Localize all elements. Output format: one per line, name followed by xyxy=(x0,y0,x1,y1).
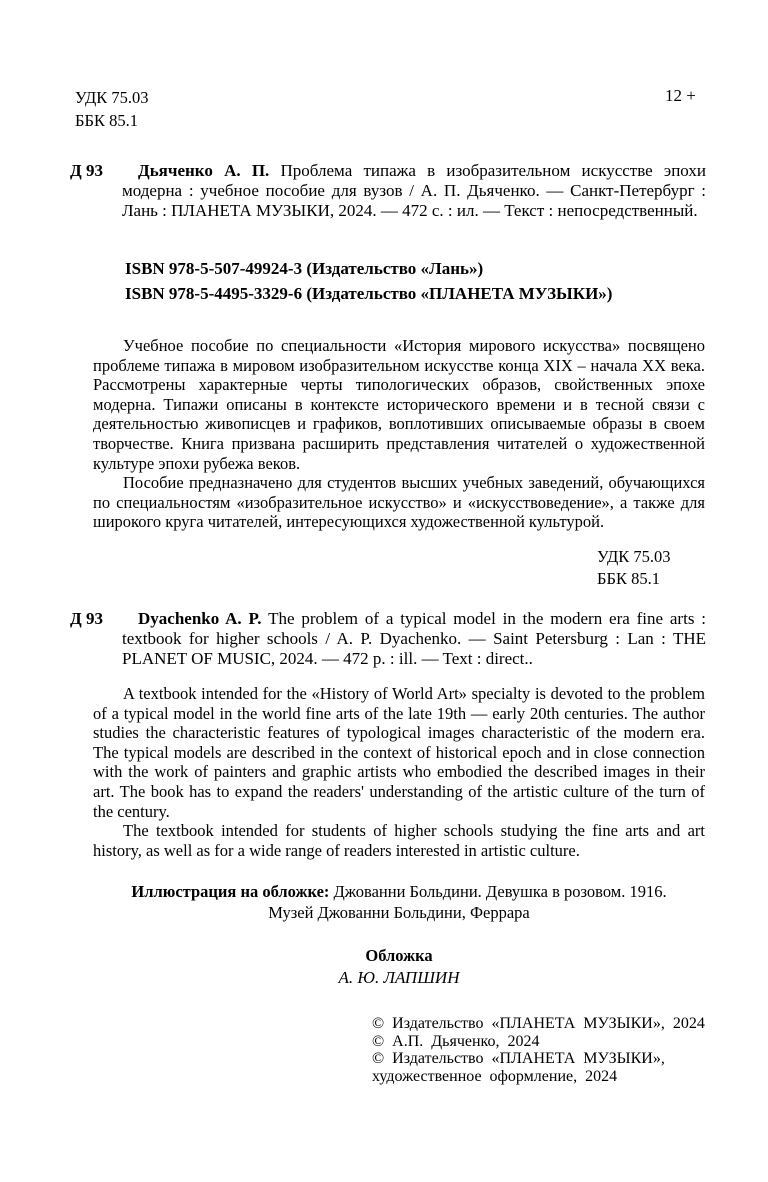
author-sign-ru: Д 93 xyxy=(70,161,103,180)
author-name-en: Dyachenko A. P. xyxy=(138,609,262,628)
cover-illustration-caption xyxy=(93,882,705,923)
bbk-code-bottom: ББК 85.1 xyxy=(597,569,660,588)
bibliographic-text-ru xyxy=(122,161,706,221)
isbn-line-planeta-muzyki: ISBN 978-5-4495-3329-6 (Издательство «ПЛАНЕТА МУЗЫКИ») xyxy=(125,283,613,303)
udk-code-bottom: УДК 75.03 xyxy=(597,547,671,566)
classification-codes-bottom xyxy=(597,546,671,590)
bibliographic-entry-ru xyxy=(70,161,706,221)
bibliographic-entry-en xyxy=(70,609,706,669)
bibliographic-description-en: The problem of a typical model in the modern era fine arts : textbook for higher schools / A. P. Dyachenko. — Saint Petersburg : Lan : THE PLANET OF MUSIC, 2024. — 472 p. : ill. — Text : direct.. xyxy=(122,609,706,668)
copyright-block xyxy=(372,1015,708,1085)
copyright-line-author: © А.П. Дьяченко, 2024 xyxy=(372,1032,540,1050)
copyright-line-design-1: © Издательство «ПЛАНЕТА МУЗЫКИ», xyxy=(372,1050,665,1068)
bibliographic-text-en xyxy=(122,609,706,669)
cover-design-heading: Обложка xyxy=(365,946,433,965)
bibliographic-description-ru: Проблема типажа в изобразительном искусстве эпохи модерна : учебное пособие для вузов / А. П. Дьяченко. — Санкт-Петербург : Лань : ПЛАНЕТА МУЗЫКИ, 2024. — 472 с. : ил. — Текст : непосредственный. xyxy=(122,161,706,220)
bbk-code-top: ББК 85.1 xyxy=(75,111,138,130)
cover-design-credit xyxy=(93,945,705,988)
cover-illustration-text: Джованни Больдини. Девушка в розовом. 1916. xyxy=(329,882,667,901)
cover-illustration-line-1 xyxy=(93,882,705,903)
annotation-ru xyxy=(93,336,705,532)
annotation-en-paragraph-1: A textbook intended for the «History of World Art» specialty is devoted to the problem of a typical model in the world fine arts of the late 19th — early 20th centuries. The author studies the characteristic features of typological images characteristic of the modern era. The typical models are described in the context of historical epoch and in close connection with the work of painters and graphic artists who embodied the described images in their art. The book has to expand the readers' understanding of the artistic culture of the turn of the century. xyxy=(93,684,705,821)
annotation-en xyxy=(93,684,705,860)
author-sign-en: Д 93 xyxy=(70,609,103,628)
classification-codes-top xyxy=(75,86,149,132)
copyright-line-publisher: © Издательство «ПЛАНЕТА МУЗЫКИ», 2024 xyxy=(372,1015,705,1032)
udk-code-top: УДК 75.03 xyxy=(75,88,149,107)
annotation-ru-paragraph-1: Учебное пособие по специальности «История мирового искусства» посвящено проблеме типажа в мировом изобразительном искусстве конца XIX – начала XX века. Рассмотрены характерные черты типологических образов, свойственных эпохе модерна. Типажи описаны в контексте исторического времени и в тесной связи с деятельностью живописцев и графиков, воплотивших описываемые образы в своем творчестве. Книга призвана расширить представления читателей о художественной культуре эпохи рубежа веков. xyxy=(93,336,705,473)
cover-illustration-line-2: Музей Джованни Больдини, Феррара xyxy=(268,902,530,922)
isbn-block xyxy=(125,257,612,306)
age-rating-badge: 12 + xyxy=(665,86,696,105)
cover-designer-name: А. Ю. ЛАПШИН xyxy=(338,967,460,987)
annotation-en-paragraph-2: The textbook intended for students of higher schools studying the fine arts and art history, as well as for a wide range of readers interested in artistic culture. xyxy=(93,821,705,860)
copyright-line-design-2: художественное оформление, 2024 xyxy=(372,1067,618,1085)
author-name-ru: Дьяченко А. П. xyxy=(138,161,270,180)
annotation-ru-paragraph-2: Пособие предназначено для студентов высших учебных заведений, обучающихся по специальностям «изобразительное искусство» и «искусствоведение», а также для широкого круга читателей, интересующихся художественной культурой. xyxy=(93,473,705,532)
isbn-line-lan: ISBN 978-5-507-49924-3 (Издательство «Лань») xyxy=(125,259,484,278)
cover-illustration-label: Иллюстрация на обложке: xyxy=(131,882,330,901)
